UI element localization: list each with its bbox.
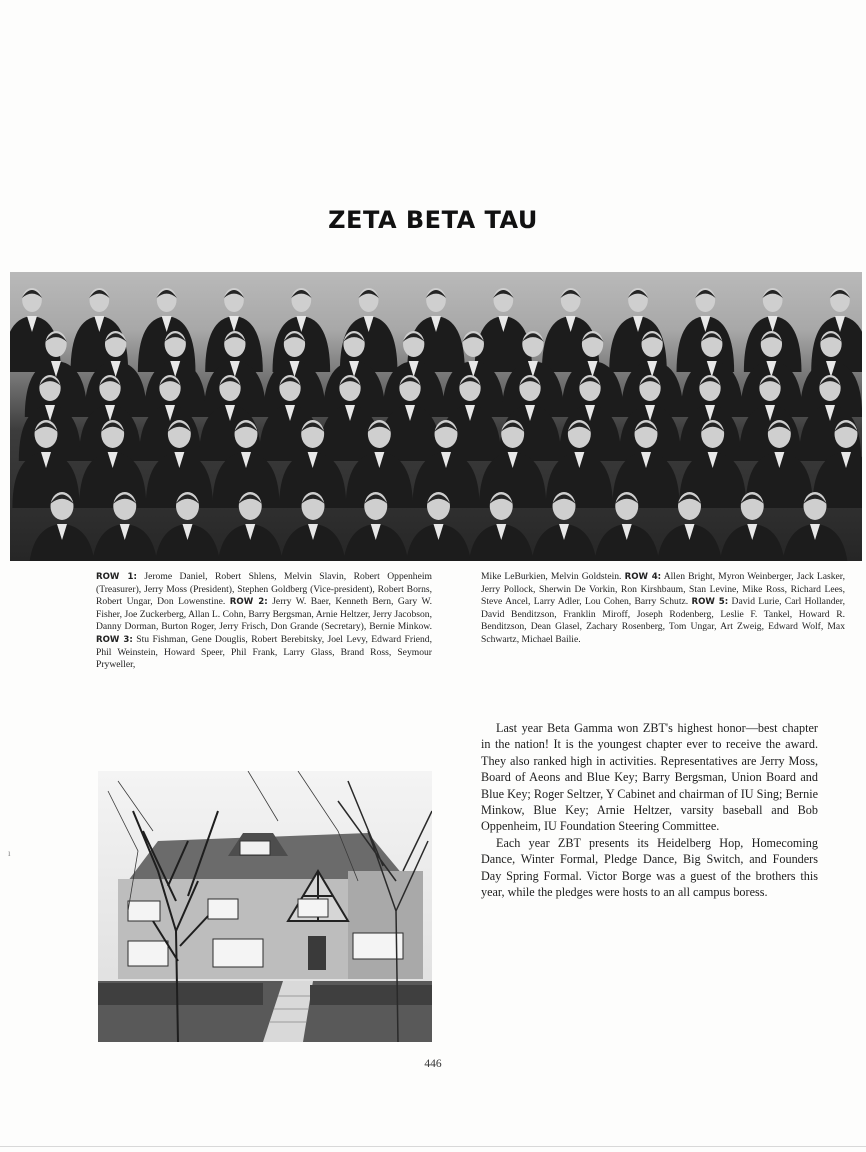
body-paragraph: Last year Beta Gamma won ZBT's highest honor—best chapter in the nation! It is the youngest chapter ever to receive the award. They also ranked high in activities. Representatives are Jerry Moss, Board of Aeons and Blue Key; Barry Bergsman, Union Board and Blue Key; Roger Seltzer, Y Cabinet and chairman of IU Sing; Bernie Minkow, Blue Key; Arnie Heltzer, varsity baseball and Bob Oppenheim, IU Foundation Steering Committee. — [481, 721, 818, 834]
margin-mark: ı — [8, 848, 11, 858]
window — [353, 933, 403, 959]
caption-row1-names: Jerome Daniel, Robert Shlens, Melvin Slavin, Robert Oppenheim (Treasurer), Jerry Moss (President), Stephen Goldberg (Vice-president), Robert Borns, Robert Ungar, Don Lowenstine. — [96, 571, 432, 608]
window — [208, 899, 238, 919]
page-edge-line — [0, 1146, 866, 1147]
body-text — [481, 720, 818, 900]
page-number: 446 — [424, 1058, 442, 1070]
window — [128, 901, 160, 921]
hedge — [310, 985, 432, 1005]
caption-row2-names: Jerry W. Baer, Kenneth Bern, Gary W. Fisher, Joe Zuckerberg, Allan L. Cohn, Barry Bergsman, Arnie Heltzer, Jerry Jacobson, Danny Dorman, Burton Roger, Jerry Frisch, Don Grande (Secretary), Bernie Minkow. — [96, 596, 433, 633]
caption-row4-names: Allen Bright, Myron Weinberger, Jack Lasker, Jerry Pollock, Sherwin De Vorkin, Ron Kirshbaum, Stan Levine, Mike Ross, Richard Lees, Steve Ancel, Larry Adler, Lou Cohen, Barry Schutz. — [481, 571, 845, 608]
caption-row5-names: David Lurie, Carl Hollander, David Benditzson, Franklin Miroff, Joseph Rodenberg, Leslie F. Tankel, Howard R. Benditzson, Dean Glasel, Zachary Rosenberg, Tom Ungar, Art Zweig, Edward Wolf, Max Schwartz, Michael Bailie. — [481, 596, 846, 645]
window — [298, 899, 328, 917]
group-photo — [10, 272, 862, 561]
dormer-window — [240, 841, 270, 855]
window — [213, 939, 263, 967]
window — [128, 941, 168, 966]
hedge — [98, 983, 263, 1005]
caption-row3-continued: Mike LeBurkien, Melvin Goldstein. — [481, 571, 625, 582]
caption-row2-label: ROW 2: — [229, 597, 268, 608]
caption-row3-names: Stu Fishman, Gene Douglis, Robert Berebitsky, Joel Levy, Edward Friend, Phil Weinstein, Howard Speer, Phil Frank, Larry Glass, Brand Ross, Seymour Pryweller, — [96, 633, 432, 671]
caption-row1-label: ROW 1: — [96, 572, 137, 582]
caption-right — [481, 571, 845, 647]
page-title: ZETA BETA TAU — [328, 206, 538, 234]
caption-row5-label: ROW 5: — [691, 597, 729, 608]
caption-row4-label: ROW 4: — [624, 572, 662, 582]
front-door — [308, 936, 326, 970]
caption-row3-label: ROW 3: — [96, 634, 133, 645]
body-paragraph: Each year ZBT presents its Heidelberg Hop, Homecoming Dance, Winter Formal, Pledge Dance, Big Switch, and Founders Day Spring Formal. Victor Borge was a guest of the brothers this year, while the pledges were hosts to an all campus boress. — [481, 835, 818, 900]
caption-left — [96, 571, 432, 672]
house-photo — [98, 771, 432, 1042]
house-wall-right — [348, 871, 423, 979]
house-photo-illustration — [98, 771, 432, 1042]
group-photo-illustration — [10, 272, 862, 561]
